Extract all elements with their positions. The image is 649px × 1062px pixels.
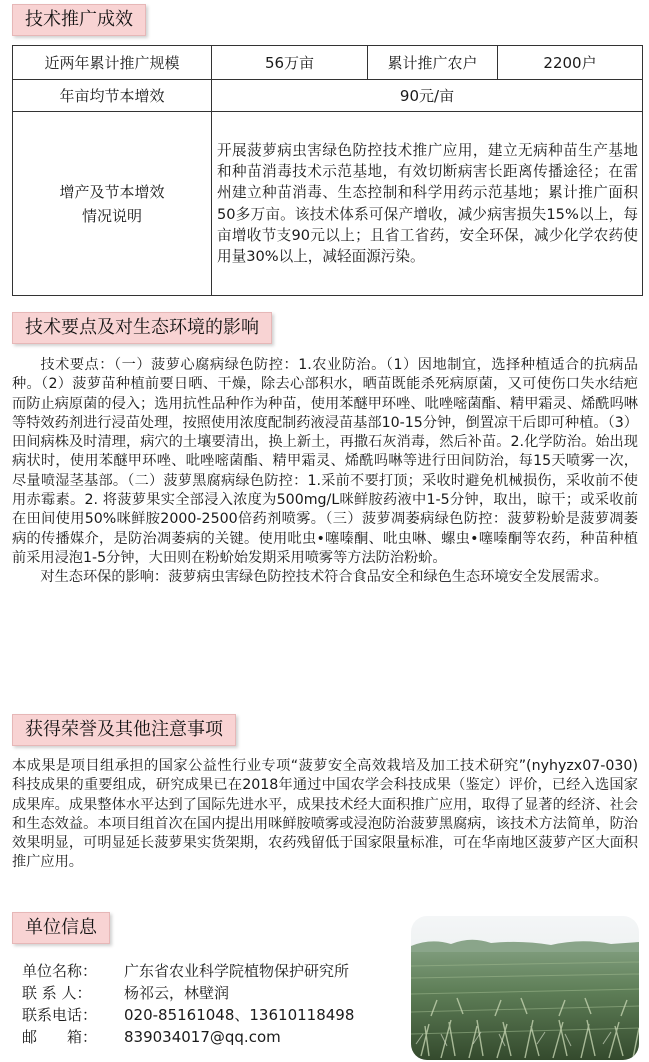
benefit-label-line2: 情况说明: [81, 206, 142, 225]
pineapple-field-photo: [411, 916, 639, 1060]
unit-name-value: 广东省农业科学院植物保护研究所: [124, 962, 350, 980]
scale-label: 近两年累计推广规模: [13, 46, 212, 80]
honors-paragraph: 本成果是项目组承担的国家公益性行业专项“菠萝安全高效栽培及加工技术研究”(nyhyzx07-030) 科技成果的重要组成，研究成果已在2018年通过中国农学会科技成果（鉴定）评价，已经入选国家成果库。成果整体水平达到了国际先进水平，成果技术经大面积推广应用，取得了显著的经济、社会和生态效益。本项目组首次在国内提出用咪鲜胺喷雾或浸泡防治菠萝黑腐病，该技术方法简单，防治效果明显，可明显延长菠萝果实货架期，农药残留低于国家限量标准，可在华南地区菠萝产区大面积推广应用。: [12, 758, 638, 871]
phone-label: 联系电话：: [22, 1006, 98, 1024]
farmers-label: 累计推广农户: [368, 46, 498, 80]
saving-label: 年亩均节本增效: [13, 80, 212, 112]
unit-name-label: 单位名称：: [22, 962, 98, 980]
contact-row: [22, 982, 229, 1004]
contact-label: 联 系 人：: [22, 984, 92, 1002]
farmers-value: 2200户: [498, 46, 643, 80]
benefit-label-line1: 增产及节本增效: [59, 182, 165, 201]
key-points-body: [12, 356, 638, 588]
email-row: [22, 1026, 281, 1048]
email-value: 839034017@qq.com: [124, 1028, 281, 1046]
benefit-description: 开展菠萝病虫害绿色防控技术推广应用，建立无病种苗生产基地和种苗消毒技术示范基地，有效切断病害长距离传播途径；在雷州建立种苗消毒、生态控制和科学用药示范基地；累计推广面积50多万亩。该技术体系可保产增收，减少病害损失15%以上，每亩增收节支90元以上；且省工省药，安全环保，减少化学农药使用量30%以上，减轻面源污染。: [212, 112, 643, 296]
section-heading-honors: 获得荣誉及其他注意事项: [12, 714, 236, 746]
section-heading-effect: 技术推广成效: [12, 4, 146, 36]
unit-name-row: [22, 960, 349, 982]
contact-value: 杨祁云，林壁润: [124, 984, 230, 1002]
saving-value: 90元/亩: [212, 80, 643, 112]
email-label: 邮 箱：: [22, 1028, 98, 1046]
section-heading-key-points: 技术要点及对生态环境的影响: [12, 312, 272, 344]
benefit-label: [13, 112, 212, 296]
eco-impact-paragraph: 对生态环保的影响：菠萝病虫害绿色防控技术符合食品安全和绿色生态环境安全发展需求。: [40, 569, 608, 586]
effect-table: [12, 45, 643, 296]
key-points-paragraph: 技术要点：（一）菠萝心腐病绿色防控：1.农业防治。（1）因地制宜，选择种植适合的抗病品种。（2）菠萝苗种植前要日晒、干燥，除去心部积水，晒苗既能杀死病原菌，又可使伤口失水结疤而防止病原菌的侵入；选用抗性品种作为种苗，使用苯醚甲环唑、吡唑嘧菌酯、精甲霜灵、烯酰吗啉等特效药剂进行浸苗处理，按照使用浓度配制药液浸苗基部10-15分钟，倒置凉干后即可种植。（3）田间病株及时清理，病穴的土壤要清出，换上新土，再撒石灰消毒，然后补苗。2.化学防治。始出现病状时，使用苯醚甲环唑、吡唑嘧菌酯、精甲霜灵、烯酰吗啉等进行田间防治，每15天喷雾一次，尽量喷湿茎基部。（二）菠萝黑腐病绿色防控：1.采前不要打顶；采收时避免机械损伤，采收前不使用赤霉素。2. 将菠萝果实全部浸入浓度为500mg/L咪鲜胺药液中1-5分钟，取出，晾干；或采收前在田间使用50%咪鲜胺2000-2500倍药剂喷雾。（三）菠萝凋萎病绿色防控：菠萝粉蚧是菠萝凋萎病的传播媒介，是防治凋萎病的关键。使用吡虫•噻嗪酮、吡虫啉、螺虫•噻嗪酮等农药，种苗种植前采用浸泡1-5分钟，大田则在粉蚧始发期采用喷雾等方法防治粉蚧。: [12, 357, 638, 566]
section-heading-unit: 单位信息: [12, 912, 110, 944]
phone-value: 020-85161048、13610118498: [124, 1006, 355, 1024]
scale-value: 56万亩: [212, 46, 368, 80]
phone-row: [22, 1004, 354, 1026]
